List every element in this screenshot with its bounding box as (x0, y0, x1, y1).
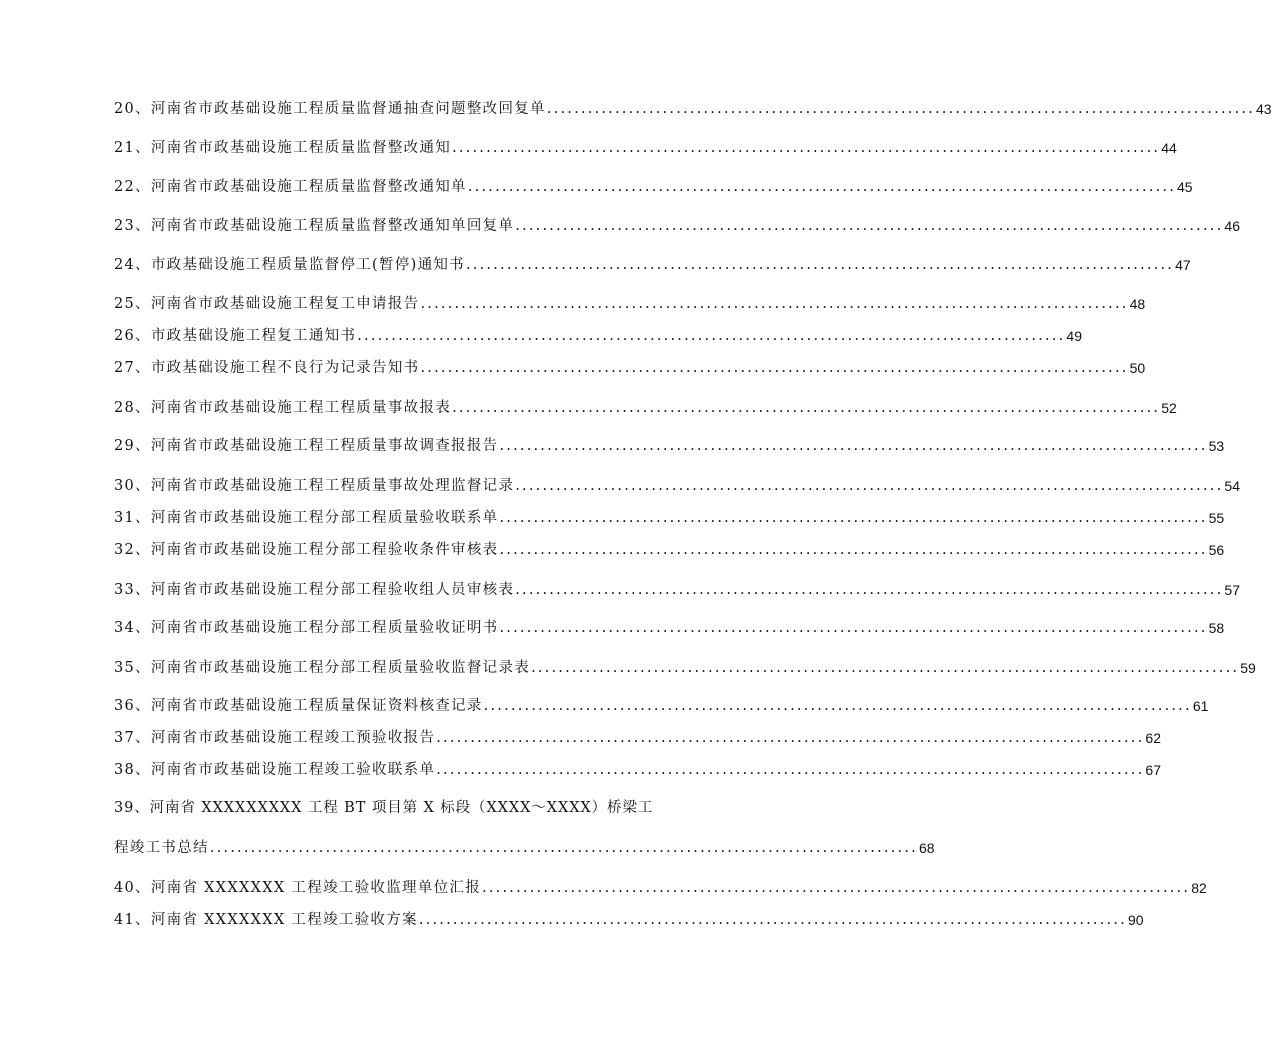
toc-entry-title: 33、河南省市政基础设施工程分部工程验收组人员审核表 (114, 582, 515, 598)
toc-page-number: 54 (1224, 478, 1240, 494)
toc-entry-41 (114, 908, 1144, 930)
toc-entry-title: 36、河南省市政基础设施工程质量保证资料核查记录 (114, 698, 483, 714)
toc-entry-title: 39、河南省 XXXXXXXXX 工程 BT 项目第 X 标段（XXXX～XXXX）桥梁工 (114, 800, 654, 816)
toc-leader-dots: ........................................................................................................ (482, 880, 1191, 896)
toc-page-number: 58 (1208, 620, 1225, 636)
toc-page-number: 43 (1256, 101, 1272, 117)
toc-entry-40 (114, 876, 1207, 898)
toc-entry-21 (114, 136, 1177, 158)
toc-entry-39-line1 (114, 796, 654, 818)
toc-page-number: 68 (918, 840, 935, 856)
toc-page-number: 90 (1127, 912, 1144, 928)
toc-entry-30 (114, 474, 1240, 496)
toc-leader-dots: ........................................................................................................ (209, 840, 918, 856)
toc-entry-title: 30、河南省市政基础设施工程工程质量事故处理监督记录 (114, 478, 515, 494)
toc-entry-title: 41、河南省 XXXXXXX 工程竣工验收方案 (114, 912, 418, 928)
toc-entry-22 (114, 175, 1193, 197)
toc-page-number: 56 (1208, 542, 1225, 558)
toc-entry-24 (114, 253, 1191, 275)
toc-entry-37 (114, 726, 1161, 748)
toc-leader-dots: ........................................................................................................ (465, 257, 1175, 273)
toc-entry-title: 28、河南省市政基础设施工程工程质量事故报表 (114, 400, 452, 416)
toc-leader-dots: ........................................................................................................ (531, 660, 1240, 676)
toc-entry-title: 21、河南省市政基础设施工程质量监督整改通知 (114, 140, 452, 156)
toc-entry-33 (114, 578, 1240, 600)
toc-entry-title: 38、河南省市政基础设施工程竣工验收联系单 (114, 762, 436, 778)
toc-page-number: 48 (1129, 296, 1146, 312)
toc-leader-dots: ........................................................................................................ (499, 542, 1208, 558)
toc-entry-27 (114, 356, 1146, 378)
toc-leader-dots: ........................................................................................................ (452, 140, 1161, 156)
toc-entry-title: 20、河南省市政基础设施工程质量监督通抽查问题整改回复单 (114, 101, 546, 117)
toc-entry-title: 27、市政基础设施工程不良行为记录告知书 (114, 360, 420, 376)
toc-entry-32 (114, 538, 1225, 560)
toc-page-number: 57 (1224, 582, 1240, 598)
toc-entry-20 (114, 97, 1272, 119)
toc-entry-title: 29、河南省市政基础设施工程工程质量事故调查报报告 (114, 438, 499, 454)
toc-entry-23 (114, 214, 1240, 236)
toc-page-number: 55 (1208, 510, 1225, 526)
toc-leader-dots: ........................................................................................................ (546, 101, 1256, 117)
toc-leader-dots: ........................................................................................................ (499, 620, 1208, 636)
toc-entry-36 (114, 694, 1209, 716)
toc-page-number: 82 (1191, 880, 1207, 896)
toc-page-number: 53 (1208, 438, 1225, 454)
toc-page-number: 45 (1177, 179, 1193, 195)
toc-entry-38 (114, 758, 1161, 780)
toc-leader-dots: ........................................................................................................ (499, 510, 1208, 526)
toc-page-number: 50 (1129, 360, 1146, 376)
toc-leader-dots: ........................................................................................................ (467, 179, 1177, 195)
toc-page-number: 46 (1224, 218, 1240, 234)
toc-leader-dots: ........................................................................................................ (515, 478, 1224, 494)
toc-entry-title: 23、河南省市政基础设施工程质量监督整改通知单回复单 (114, 218, 515, 234)
toc-entry-title: 40、河南省 XXXXXXX 工程竣工验收监理单位汇报 (114, 880, 482, 896)
toc-page-number: 49 (1066, 328, 1082, 344)
toc-entry-31 (114, 506, 1225, 528)
toc-page-number: 62 (1145, 730, 1161, 746)
toc-leader-dots: ........................................................................................................ (515, 582, 1224, 598)
toc-page-number: 61 (1192, 698, 1209, 714)
toc-leader-dots: ........................................................................................................ (499, 438, 1208, 454)
toc-page-number: 44 (1161, 140, 1177, 156)
toc-entry-title: 24、市政基础设施工程质量监督停工(暂停)通知书 (114, 257, 465, 273)
toc-entry-26 (114, 324, 1082, 346)
toc-entry-title: 22、河南省市政基础设施工程质量监督整改通知单 (114, 179, 467, 195)
toc-entry-title: 26、市政基础设施工程复工通知书 (114, 328, 357, 344)
toc-entry-title: 32、河南省市政基础设施工程分部工程验收条件审核表 (114, 542, 499, 558)
toc-page-number: 59 (1240, 660, 1256, 676)
toc-leader-dots: ........................................................................................................ (483, 698, 1192, 714)
toc-entry-25 (114, 292, 1146, 314)
toc-entry-title: 31、河南省市政基础设施工程分部工程质量验收联系单 (114, 510, 499, 526)
toc-leader-dots: ........................................................................................................ (418, 912, 1127, 928)
toc-entry-title-continued: 程竣工书总结 (114, 840, 209, 856)
toc-entry-29 (114, 434, 1225, 456)
toc-entry-28 (114, 396, 1177, 418)
toc-leader-dots: ........................................................................................................ (436, 730, 1145, 746)
toc-page-number: 47 (1175, 257, 1191, 273)
toc-leader-dots: ........................................................................................................ (515, 218, 1224, 234)
toc-leader-dots: ........................................................................................................ (420, 360, 1129, 376)
toc-leader-dots: ........................................................................................................ (420, 296, 1129, 312)
toc-entry-title: 37、河南省市政基础设施工程竣工预验收报告 (114, 730, 436, 746)
toc-page-number: 67 (1145, 762, 1161, 778)
toc-page-number: 52 (1161, 400, 1177, 416)
toc-entry-39-line2 (114, 836, 935, 858)
toc-entry-35 (114, 656, 1256, 678)
toc-leader-dots: ........................................................................................................ (357, 328, 1066, 344)
toc-leader-dots: ........................................................................................................ (452, 400, 1161, 416)
toc-entry-34 (114, 616, 1225, 638)
toc-entry-title: 25、河南省市政基础设施工程复工申请报告 (114, 296, 420, 312)
toc-entry-title: 34、河南省市政基础设施工程分部工程质量验收证明书 (114, 620, 499, 636)
toc-entry-title: 35、河南省市政基础设施工程分部工程质量验收监督记录表 (114, 660, 531, 676)
toc-leader-dots: ........................................................................................................ (436, 762, 1145, 778)
